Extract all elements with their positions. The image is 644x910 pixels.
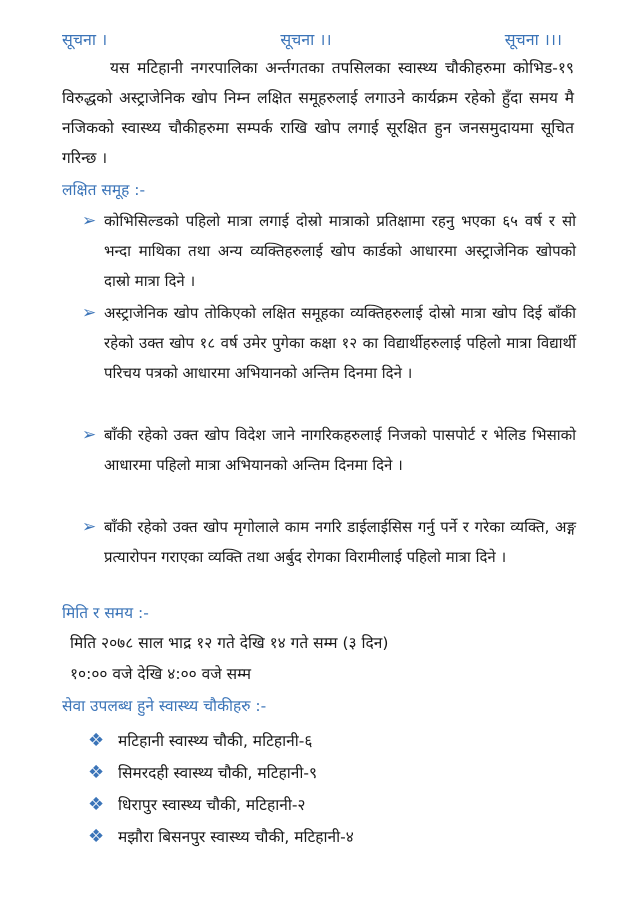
diamond-bullet-icon: ❖ — [88, 826, 105, 847]
arrow-right-icon: ➢ — [82, 303, 97, 323]
arrow-right-icon: ➢ — [82, 425, 97, 445]
health-post-name: मझौरा बिसनपुर स्वास्थ्य चौकी, मटिहानी-४ — [118, 828, 354, 846]
intro-paragraph — [62, 53, 574, 173]
target-group-heading: लक्षित समूह :- — [62, 181, 146, 199]
health-posts-heading: सेवा उपलब्ध हुने स्वास्थ्य चौकीहरु :- — [62, 697, 267, 715]
health-post-item — [88, 758, 317, 788]
notice-title-right: सूचना ।।। — [504, 30, 562, 49]
health-post-item — [88, 726, 312, 756]
health-post-name: सिमरदही स्वास्थ्य चौकी, मटिहानी-९ — [118, 764, 318, 782]
target-group-item — [82, 206, 576, 296]
health-post-name: मटिहानी स्वास्थ्य चौकी, मटिहानी-६ — [118, 732, 313, 750]
arrow-right-icon: ➢ — [82, 211, 97, 231]
arrow-right-icon: ➢ — [82, 517, 97, 537]
date-line: मिति २०७८ साल भाद्र १२ गते देखि १४ गते सम्म (३ दिन) — [70, 634, 389, 652]
health-post-item — [88, 790, 306, 820]
target-group-item — [82, 420, 576, 480]
time-line: १०:०० वजे देखि ४:०० वजे सम्म — [70, 665, 252, 683]
notice-header — [62, 24, 562, 54]
date-time-heading: मिति र समय :- — [62, 604, 149, 622]
target-group-item — [82, 512, 576, 572]
target-group-item-text: कोभिसिल्डको पहिलो मात्रा लगाई दोस्रो मात्राको प्रतिक्षामा रहनु भएका ६५ वर्ष र सो भन्दा माथिका तथा अन्य व्यक्तिहरुलाई खोप कार्डको आधारमा अस्ट्राजेनिक खोपको दास्रो मात्रा दिने । — [104, 212, 576, 290]
notice-title-left: सूचना । — [62, 30, 108, 49]
target-group-item-text: बाँकी रहेको उक्त खोप विदेश जाने नागरिकहरुलाई निजको पासपोर्ट र भेलिड भिसाको आधारमा पहिलो मात्रा अभियानको अन्तिम दिनमा दिने । — [104, 426, 576, 474]
target-group-item-text: अस्ट्राजेनिक खोप तोकिएको लक्षित समूहका व्यक्तिहरुलाई दोस्रो मात्रा खोप दिई बाँकी रहेको उक्त खोप १८ वर्ष उमेर पुगेका कक्षा १२ का विद्यार्थीहरुलाई पहिलो मात्रा विद्यार्थी परिचय पत्रको आधारमा अभियानको अन्तिम दिनमा दिने । — [104, 304, 576, 382]
diamond-bullet-icon: ❖ — [88, 730, 105, 751]
diamond-bullet-icon: ❖ — [88, 794, 105, 815]
health-post-name: धिरापुर स्वास्थ्य चौकी, मटिहानी-२ — [118, 796, 306, 814]
target-group-item-text: बाँकी रहेको उक्त खोप मृगोलाले काम नगरि डाईलाईसिस गर्नु पर्ने र गरेका व्यक्ति, अङ्ग प्रत्यारोपन गराएका व्यक्ति तथा अर्बुद रोगका विरामीलाई पहिलो मात्रा दिने । — [104, 518, 576, 566]
intro-text: यस मटिहानी नगरपालिका अर्न्तगतका तपसिलका स्वास्थ्य चौकीहरुमा कोभिड-१९ विरुद्धको अस्ट्राजेनिक खोप निम्न लक्षित समूहरुलाई लगाउने कार्यक्रम रहेको हुँदा समय मै नजिकको स्वास्थ्य चौकीहरुमा सम्पर्क राखि खोप लगाई सूरक्षित हुन जनसमुदायमा सूचित गरिन्छ । — [62, 59, 574, 167]
target-group-item — [82, 298, 576, 388]
diamond-bullet-icon: ❖ — [88, 762, 105, 783]
health-post-item — [88, 822, 354, 852]
notice-title-center: सूचना ।। — [280, 30, 332, 49]
